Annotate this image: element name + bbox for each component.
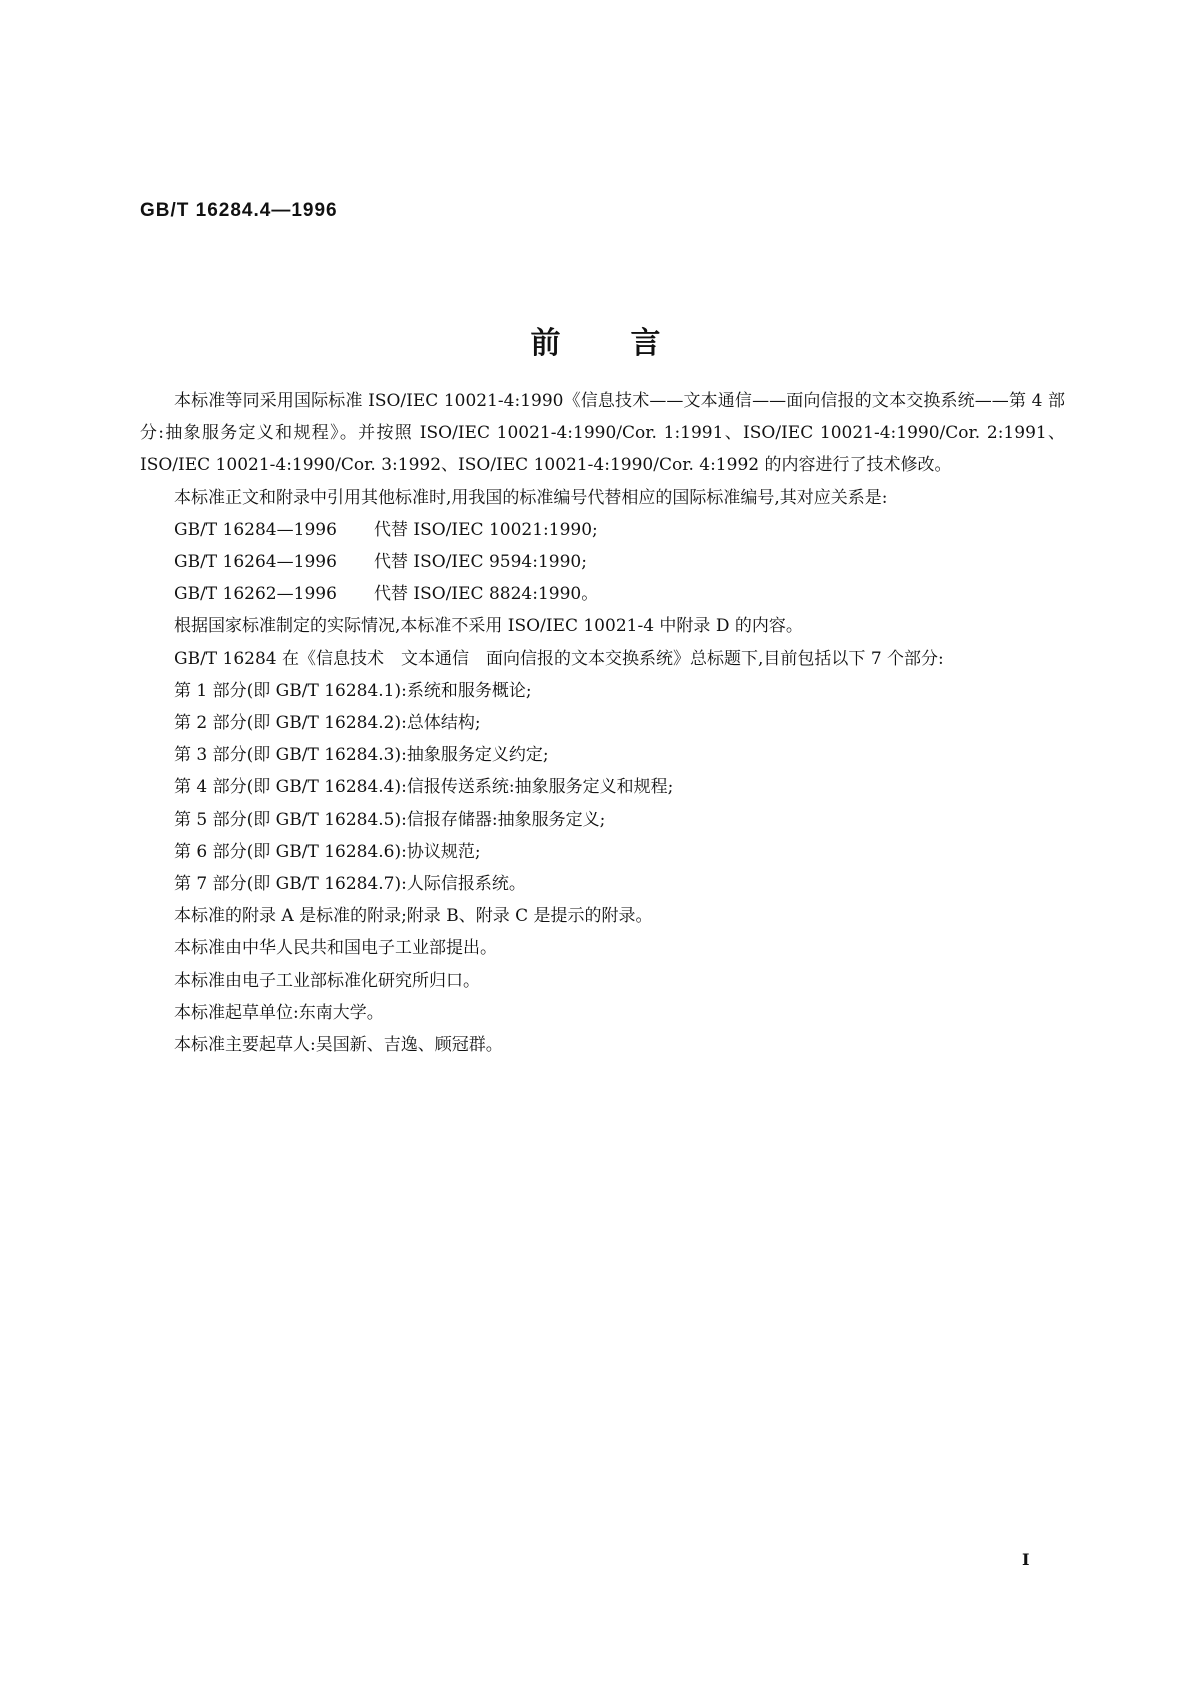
part-list-item: 第 4 部分(即 GB/T 16284.4):信报传送系统:抽象服务定义和规程; xyxy=(174,777,674,798)
closing-line: 本标准主要起草人:吴国新、吉逸、顾冠群。 xyxy=(174,1035,503,1056)
reference-line xyxy=(140,514,1065,546)
reference-code: GB/T 16284—1996 xyxy=(174,519,337,540)
reference-code: GB/T 16262—1996 xyxy=(174,584,337,605)
part-list-item: 第 3 部分(即 GB/T 16284.3):抽象服务定义约定; xyxy=(174,745,549,766)
standard-code: GB/T 16284.4—1996 xyxy=(140,200,338,221)
reference-text: 代替 ISO/IEC 8824:1990。 xyxy=(374,584,599,605)
part-list-item: 第 7 部分(即 GB/T 16284.7):人际信报系统。 xyxy=(174,874,526,895)
closing-line: 本标准由电子工业部标准化研究所归口。 xyxy=(174,970,480,991)
closing-line: 本标准的附录 A 是标准的附录;附录 B、附录 C 是提示的附录。 xyxy=(174,906,653,927)
page-title: 前言 xyxy=(530,326,731,361)
page-number: I xyxy=(1022,1550,1030,1569)
part-list-item: 第 6 部分(即 GB/T 16284.6):协议规范; xyxy=(174,841,481,862)
reference-code: GB/T 16264—1996 xyxy=(174,552,337,573)
part-list-item: 第 1 部分(即 GB/T 16284.1):系统和服务概论; xyxy=(174,680,532,701)
foreword-body xyxy=(140,385,1065,1061)
reference-text: 代替 ISO/IEC 9594:1990; xyxy=(374,552,587,573)
paragraph-parts-intro: GB/T 16284 在《信息技术 文本通信 面向信报的文本交换系统》总标题下,目前包括以下 7 个部分: xyxy=(174,648,944,669)
part-list-item: 第 5 部分(即 GB/T 16284.5):信报存储器:抽象服务定义; xyxy=(174,809,606,830)
paragraph-annex-d: 根据国家标准制定的实际情况,本标准不采用 ISO/IEC 10021-4 中附录 D 的内容。 xyxy=(174,616,803,637)
reference-line xyxy=(140,546,1065,578)
reference-text: 代替 ISO/IEC 10021:1990; xyxy=(374,519,598,540)
paragraph-adoption: 本标准等同采用国际标准 ISO/IEC 10021-4:1990《信息技术——文本通信——面向信报的文本交换系统——第 4 部分:抽象服务定义和规程》。并按照 ISO/IEC 10021-4:1990/Cor. 1:1991、ISO/IEC 10021-4:1990/Cor. 2:1991、ISO/IEC 10021-4:1990/Cor. 3:1992、ISO/IEC 10021-4:1990/Cor. 4:1992 的内容进行了技术修改。 xyxy=(140,391,1065,476)
closing-line: 本标准由中华人民共和国电子工业部提出。 xyxy=(174,938,497,959)
closing-line: 本标准起草单位:东南大学。 xyxy=(174,1002,384,1023)
part-list-item: 第 2 部分(即 GB/T 16284.2):总体结构; xyxy=(174,713,481,734)
reference-line xyxy=(140,578,1065,610)
paragraph-references: 本标准正文和附录中引用其他标准时,用我国的标准编号代替相应的国际标准编号,其对应关系是: xyxy=(174,487,888,508)
